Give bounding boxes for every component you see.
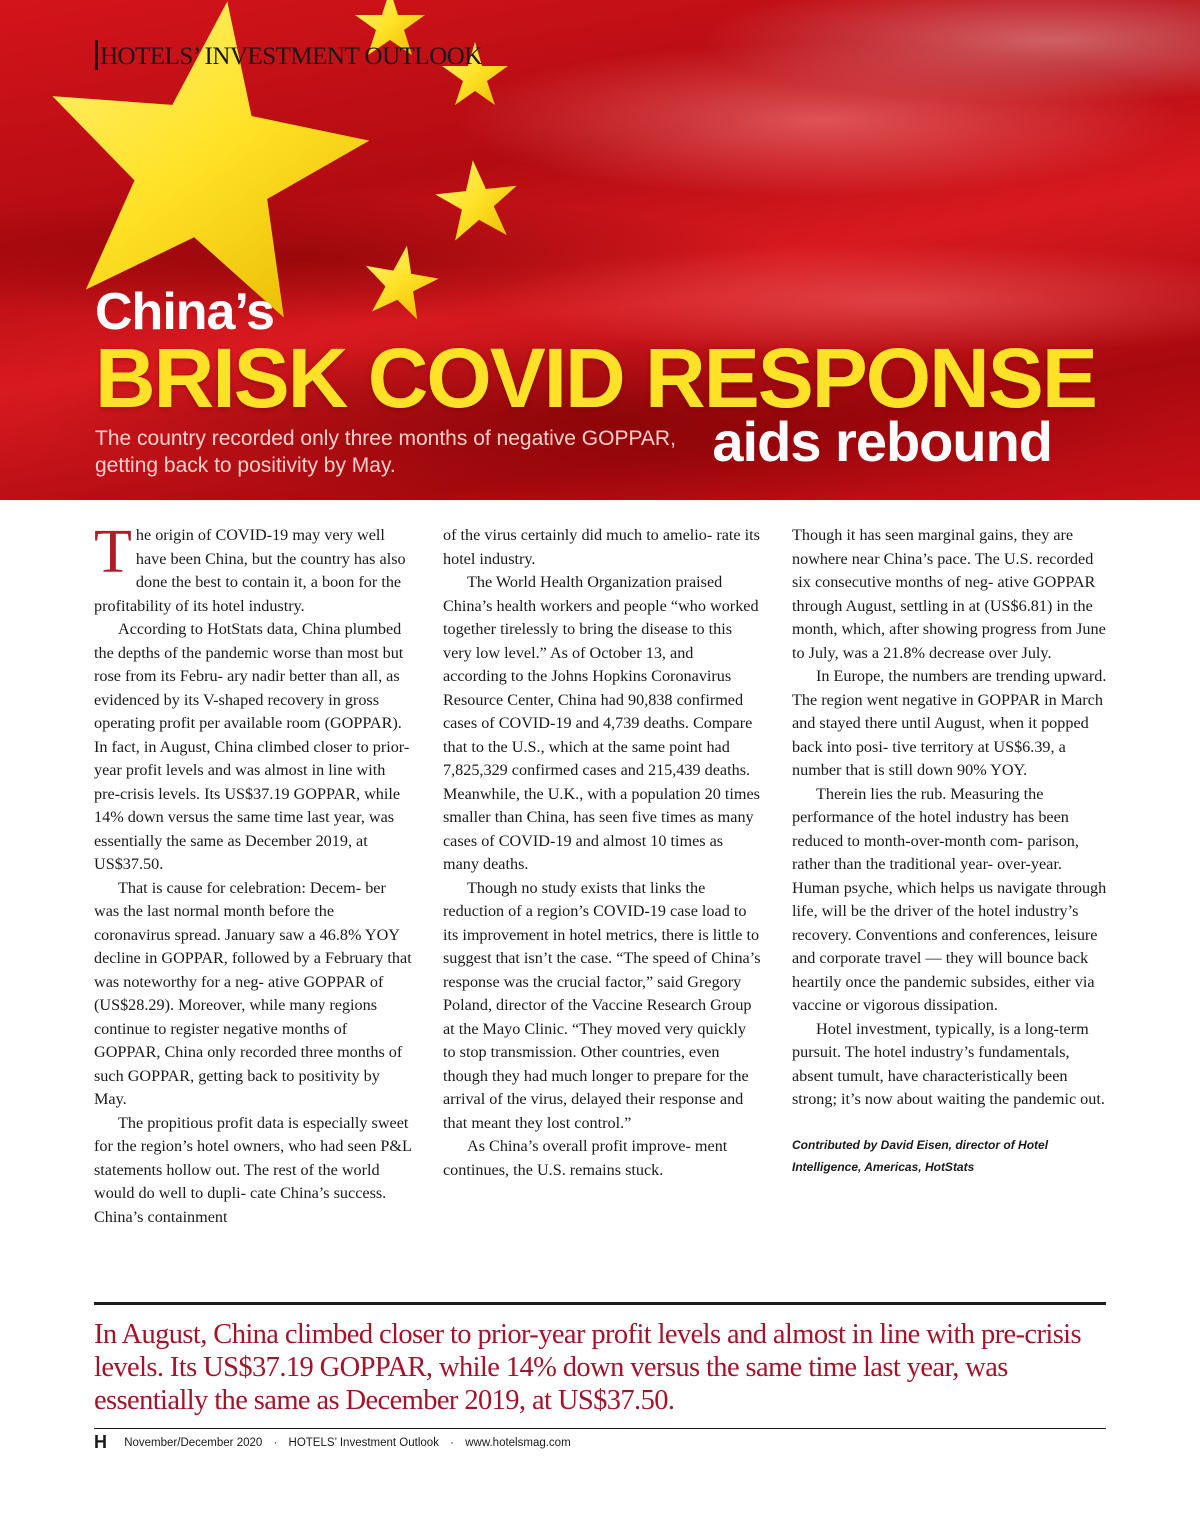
article-column-2 — [443, 524, 761, 1182]
footer-url[interactable]: www.hotelsmag.com — [465, 1437, 571, 1449]
section-label: HOTELS’ INVESTMENT OUTLOOK — [100, 43, 482, 70]
page-footer — [94, 1430, 571, 1454]
headline-line-2: BRISK COVID RESPONSE — [95, 331, 1096, 425]
hotels-logo: H — [94, 1432, 107, 1452]
footer-separator: · — [273, 1437, 278, 1449]
footer-publication: HOTELS’ Investment Outlook — [288, 1437, 439, 1449]
paragraph: That is cause for celebration: Decem- ber was the last normal month before the coronavirus spread. January saw a 46.8% YOY decline in GOPPAR, followed by a February that was noteworthy for a neg- ative GOPPAR of (US$28.29). Moreover, while many regions continue to register negative months of GOPPAR, China only recorded three months of such GOPPAR, getting back to positivity by May. — [94, 878, 412, 1108]
paragraph: The propitious profit data is especially sweet for the region’s hotel owners, who had seen P&L statements hollow out. The rest of the world would do well to dupli- cate China’s success. China’s containment — [94, 1113, 412, 1226]
pull-quote-rule-bottom — [94, 1428, 1106, 1429]
hero-banner — [0, 0, 1200, 500]
small-star-icon — [432, 156, 522, 242]
paragraph: Though no study exists that links the reduction of a region’s COVID-19 case load to its improvement in hotel metrics, there is little to suggest that isn’t the case. “The speed of China’s response was the crucial factor,” said Gregory Poland, director of the Vaccine Research Group at the Mayo Clinic. “They moved very quickly to stop transmission. Other countries, even though they had much longer to prepare for the arrival of the virus, delayed their response and that meant they lost control.” — [443, 878, 761, 1132]
paragraph: According to HotStats data, China plumbed the depths of the pandemic worse than most but rose from its Febru- ary nadir better than all, as evidenced by its V-shaped recovery in gross operating profit per available room (GOPPAR). In fact, in August, China climbed closer to prior-year profit levels and was almost in line with pre-crisis levels. Its US$37.19 GOPPAR, while 14% down versus the same time last year, was essentially the same as December 2019, at US$37.50. — [94, 620, 410, 873]
headline-line-1: China’s — [95, 283, 274, 341]
paragraph: In Europe, the numbers are trending upward. The region went negative in GOPPAR in March and stayed there until August, when it popped back into posi- tive territory at US$6.39, a number that is still down 90% YOY. — [792, 667, 1107, 779]
headline-line-3: aids rebound — [712, 410, 1052, 473]
footer-issue: November/December 2020 — [124, 1437, 263, 1449]
article-column-1 — [94, 518, 412, 1229]
paragraph: The World Health Organization praised China’s health workers and people “who worked together tirelessly to bring the disease to this very low level.” As of October 13, and according to the Johns Hopkins Coronavirus Resource Center, China had 90,838 confirmed cases of COVID-19 and 4,739 deaths. Compare that to the U.S., which at the same point had 7,825,329 confirmed cases and 215,439 deaths. Meanwhile, the U.K., with a population 20 times smaller than China, has seen five times as many cases of COVID-19 and almost 10 times as many deaths. — [443, 573, 760, 873]
dropcap: T — [94, 518, 132, 586]
section-bar — [95, 40, 98, 70]
pull-quote-rule-top — [94, 1302, 1106, 1305]
paragraph: Hotel investment, typically, is a long-term pursuit. The hotel industry’s fundamentals, absent tumult, have characteristically been strong; it’s now about waiting the pandemic out. — [792, 1019, 1105, 1108]
dek: The country recorded only three months of negative GOPPAR, getting back to positivity by May. — [95, 427, 676, 477]
article-column-3 — [792, 524, 1110, 1178]
pull-quote: In August, China climbed closer to prior-year profit levels and almost in line with pre-crisis levels. Its US$37.19 GOPPAR, while 14% down versus the same time last year, was essentially the same as December 2019, at US$37.50. — [94, 1319, 1081, 1416]
footer-separator: · — [450, 1437, 454, 1449]
paragraph: Therein lies the rub. Measuring the performance of the hotel industry has been reduced to month-over-month com- parison, rather than the traditional year- over-year. Human psyche, which helps us navigate through life, will be the driver of the hotel industry’s recovery. Conventions and conferences, leisure and corporate travel — they will bounce back heartily once the pandemic subsides, either via vaccine or vigorous dissipation. — [792, 784, 1107, 1014]
paragraph: As China’s overall profit improve- ment continues, the U.S. remains stuck. — [443, 1137, 728, 1179]
paragraph — [94, 518, 412, 618]
small-star-icon — [358, 239, 443, 322]
author-credit: Contributed by David Eisen, director of Hotel Intelligence, Americas, HotStats — [792, 1137, 1049, 1174]
paragraph: Though it has seen marginal gains, they are nowhere near China’s pace. The U.S. recorded six consecutive months of neg- ative GOPPAR through August, settling in at (US$6.81) in the month, which, after showing progress from June to July, was a 21.8% decrease over July. — [792, 526, 1106, 662]
paragraph-text: he origin of COVID-19 may very well have been China, but the country has also done the best to contain it, a boon for the profitability of its hotel industry. — [94, 526, 406, 615]
paragraph: of the virus certainly did much to amelio- rate its hotel industry. — [443, 526, 760, 568]
